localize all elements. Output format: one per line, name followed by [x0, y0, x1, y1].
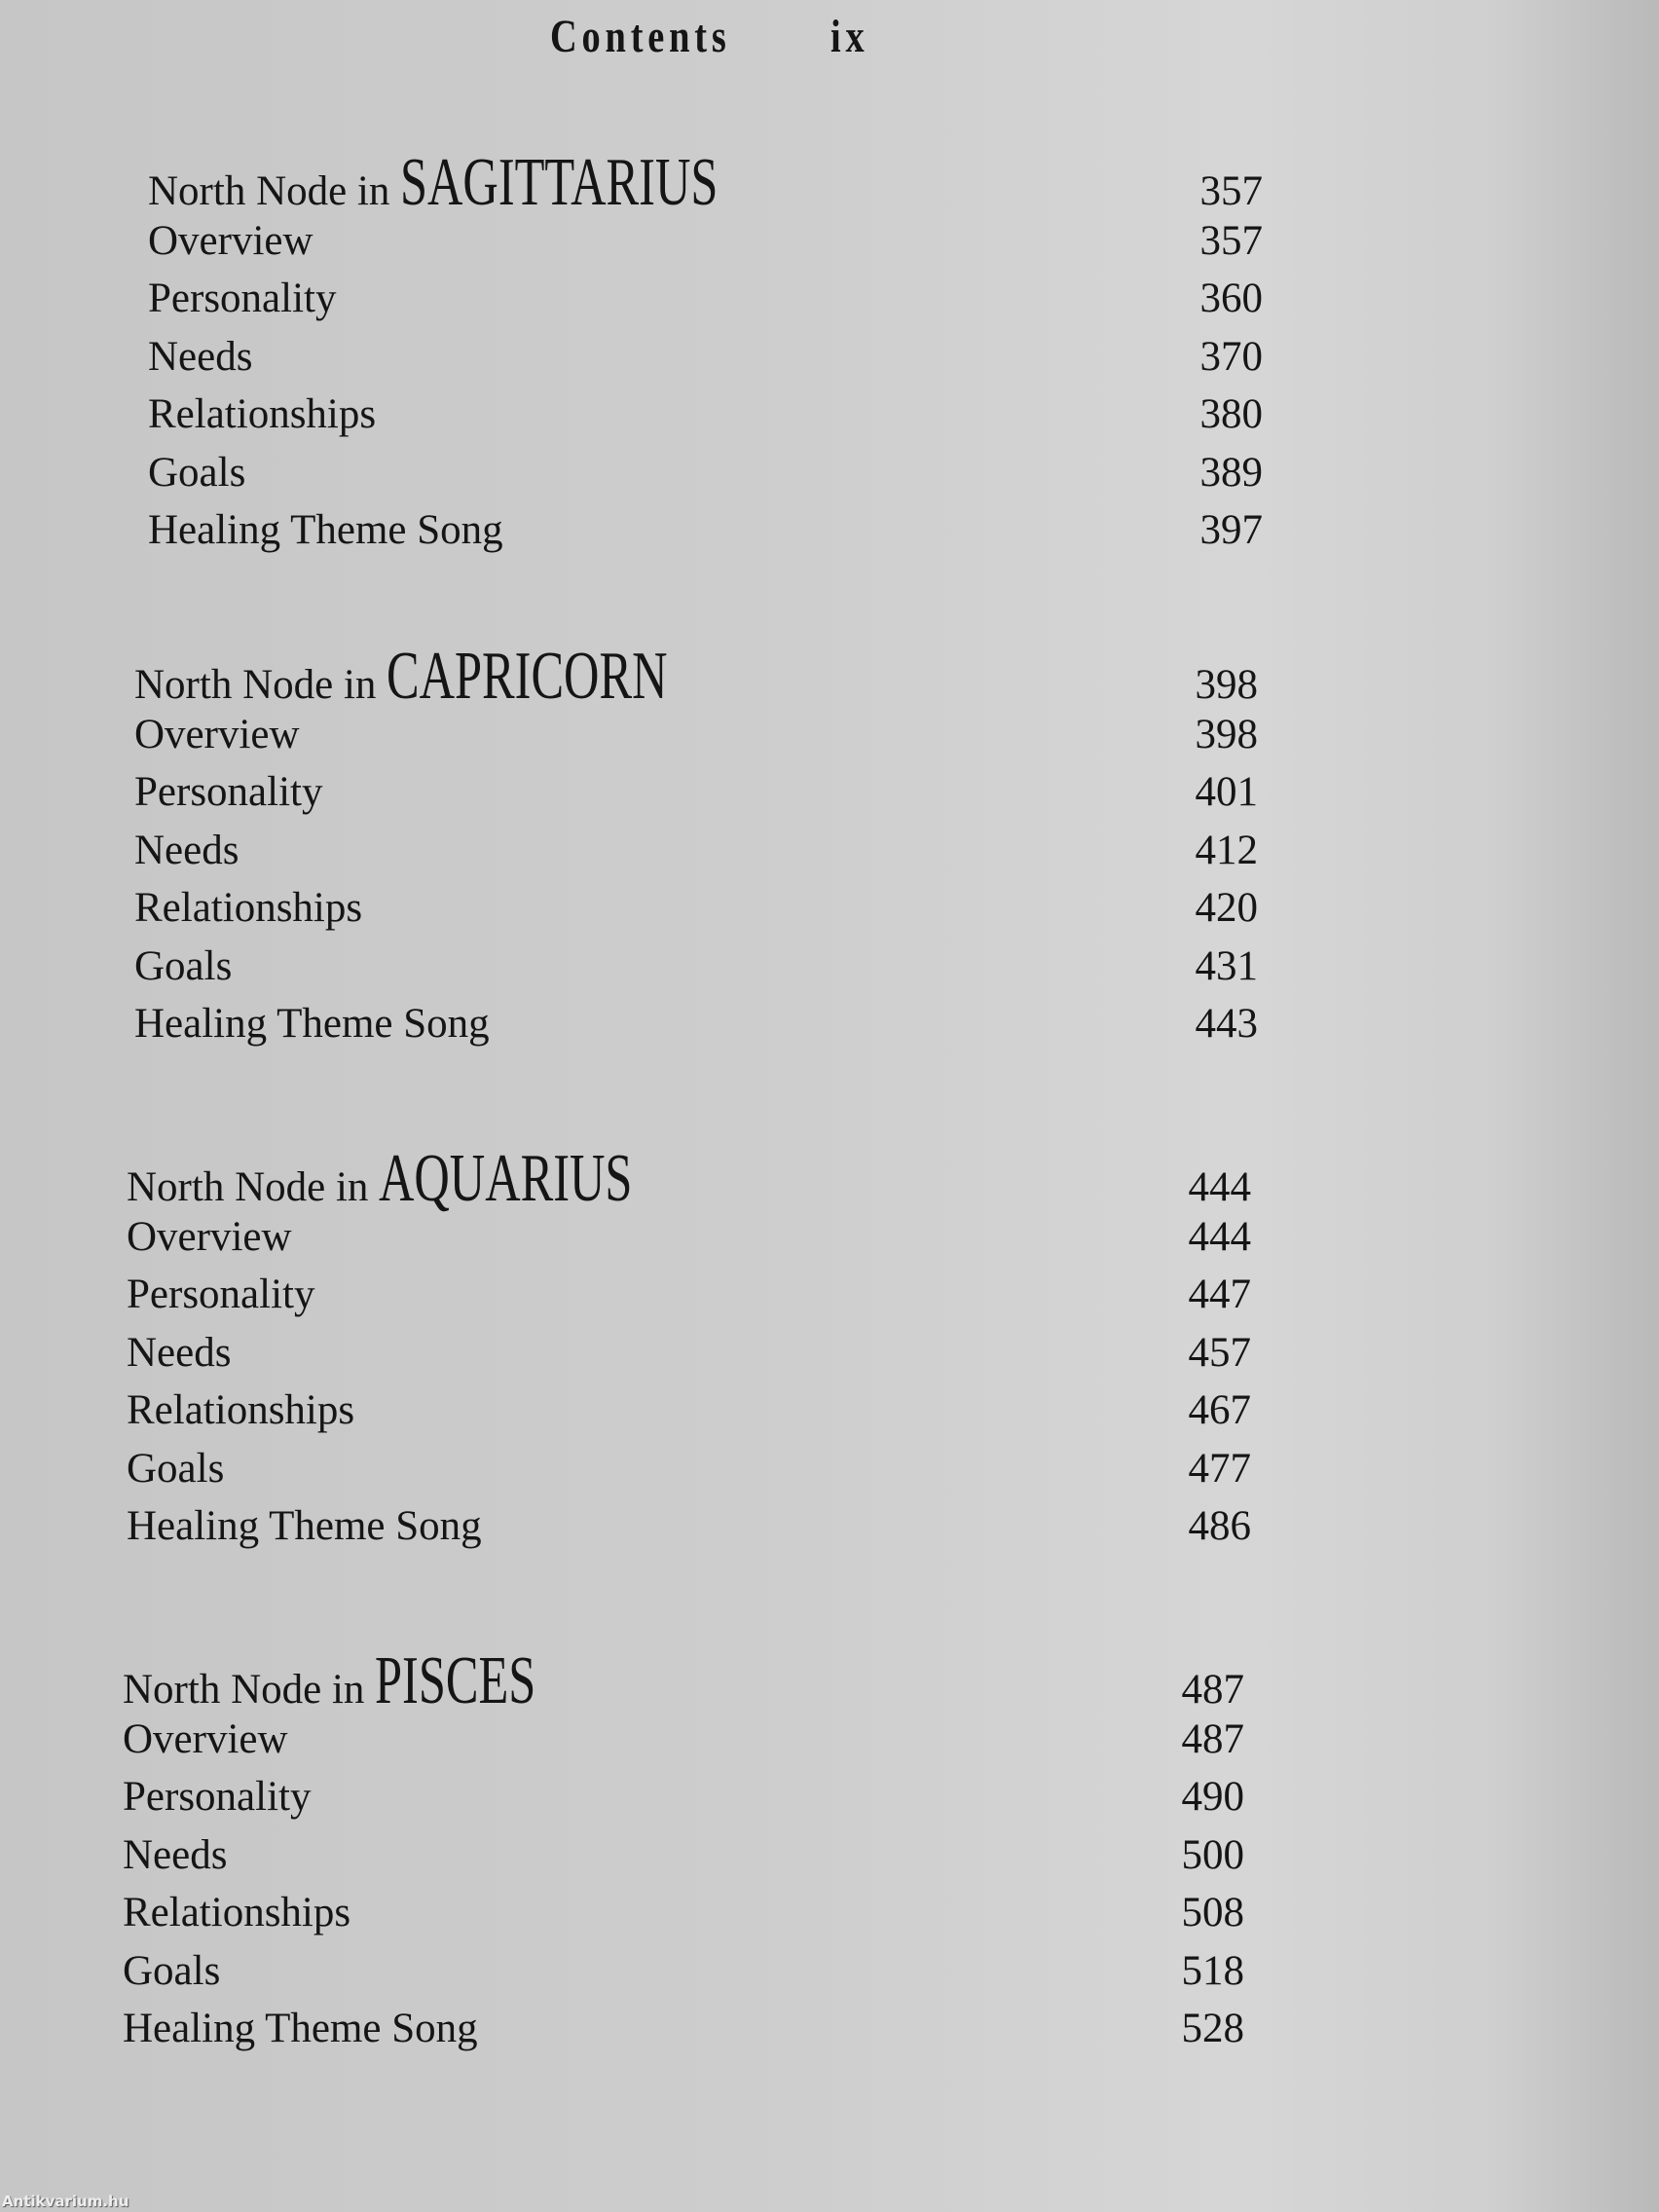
entry-label: Overview — [127, 1213, 292, 1260]
sign-name: CAPRICORN — [387, 639, 668, 714]
toc-entry — [148, 444, 1263, 502]
page-number: 447 — [1188, 1272, 1251, 1317]
page-number: 486 — [1188, 1503, 1251, 1549]
heading-prefix: North Node in — [127, 1164, 369, 1210]
entry-label: Personality — [134, 769, 323, 815]
toc-entry — [148, 328, 1263, 387]
entry-label: Healing Theme Song — [148, 507, 503, 553]
sign-name: AQUARIUS — [379, 1141, 633, 1216]
toc-entry — [134, 938, 1258, 996]
page-number: 380 — [1199, 391, 1263, 437]
toc-entry — [134, 763, 1258, 822]
sign-name: PISCES — [375, 1643, 536, 1718]
entry-label: Overview — [123, 1715, 288, 1762]
page-number: 457 — [1188, 1329, 1251, 1376]
entry-label: Healing Theme Song — [134, 1001, 490, 1047]
toc-section — [134, 639, 1258, 1053]
entry-label: Goals — [127, 1445, 225, 1492]
entry-label: Personality — [127, 1272, 315, 1317]
page-number: 528 — [1181, 2006, 1244, 2051]
page-number: 357 — [1199, 168, 1263, 214]
page-number: 357 — [1199, 217, 1263, 264]
toc-entry — [127, 1497, 1251, 1556]
watermark: Antikvarium.hu — [2, 2193, 129, 2210]
toc-entry — [123, 2000, 1244, 2058]
page-number: 389 — [1199, 449, 1263, 496]
entry-label: Goals — [148, 449, 246, 496]
entry-label: Personality — [123, 1774, 312, 1820]
page-number: 443 — [1195, 1001, 1258, 1047]
entry-label: Needs — [123, 1831, 228, 1878]
running-header-title: Contents — [550, 11, 731, 62]
page-number: 401 — [1195, 769, 1258, 815]
page-number: 398 — [1195, 662, 1258, 708]
heading-prefix: North Node in — [148, 168, 390, 214]
toc-entry — [148, 501, 1263, 560]
entry-label: Relationships — [127, 1387, 355, 1433]
entry-label: Healing Theme Song — [123, 2006, 478, 2051]
toc-section — [148, 145, 1263, 560]
heading-label — [123, 1643, 599, 1719]
entry-label: Overview — [134, 711, 300, 757]
page-number: 398 — [1195, 711, 1258, 757]
toc-entry — [123, 1768, 1244, 1826]
page-number: 360 — [1199, 276, 1263, 321]
page-number: 518 — [1181, 1947, 1244, 1994]
toc-entry — [127, 1440, 1251, 1498]
entry-label: Overview — [148, 217, 313, 264]
section-heading — [127, 1141, 1251, 1216]
toc-section — [123, 1643, 1244, 2058]
entry-label: Needs — [148, 333, 253, 380]
page-number: 487 — [1181, 1667, 1244, 1713]
page-number: 487 — [1181, 1715, 1244, 1762]
entry-label: Goals — [123, 1947, 221, 1994]
page-number: ix — [830, 11, 869, 62]
toc-entry — [123, 1826, 1244, 1885]
toc-entry — [134, 995, 1258, 1053]
page-number: 508 — [1181, 1890, 1244, 1936]
page-number: 412 — [1195, 827, 1258, 873]
toc-entry — [148, 270, 1263, 328]
toc-entry — [134, 822, 1258, 880]
entry-label: Personality — [148, 276, 337, 321]
entry-label: Relationships — [134, 885, 363, 931]
entry-label: Needs — [134, 827, 240, 873]
page-number: 444 — [1188, 1213, 1251, 1260]
page-number: 467 — [1188, 1387, 1251, 1433]
section-heading — [148, 145, 1263, 220]
toc-entry — [123, 1942, 1244, 2001]
heading-prefix: North Node in — [134, 662, 377, 708]
page-number: 444 — [1188, 1164, 1251, 1210]
heading-prefix: North Node in — [123, 1667, 365, 1713]
page-number: 431 — [1195, 942, 1258, 989]
heading-label — [127, 1141, 731, 1217]
entry-label: Goals — [134, 942, 233, 989]
toc-entry — [127, 1266, 1251, 1324]
entry-label: Relationships — [123, 1890, 351, 1936]
page-number: 370 — [1199, 333, 1263, 380]
entry-label: Needs — [127, 1329, 232, 1376]
toc-section — [127, 1141, 1251, 1556]
heading-label — [148, 145, 841, 221]
toc-entry — [127, 1382, 1251, 1440]
page-number: 397 — [1199, 507, 1263, 553]
section-heading — [123, 1643, 1244, 1718]
page-number: 490 — [1181, 1774, 1244, 1820]
entry-label: Healing Theme Song — [127, 1503, 482, 1549]
page-number: 500 — [1181, 1831, 1244, 1878]
page-number: 420 — [1195, 885, 1258, 931]
sign-name: SAGITTARIUS — [400, 145, 719, 220]
page-number: 477 — [1188, 1445, 1251, 1492]
toc-entry — [123, 1884, 1244, 1942]
toc-entry — [127, 1324, 1251, 1382]
heading-label — [134, 639, 777, 715]
toc-entry — [134, 879, 1258, 938]
toc-entry — [148, 386, 1263, 444]
entry-label: Relationships — [148, 391, 377, 437]
section-heading — [134, 639, 1258, 714]
